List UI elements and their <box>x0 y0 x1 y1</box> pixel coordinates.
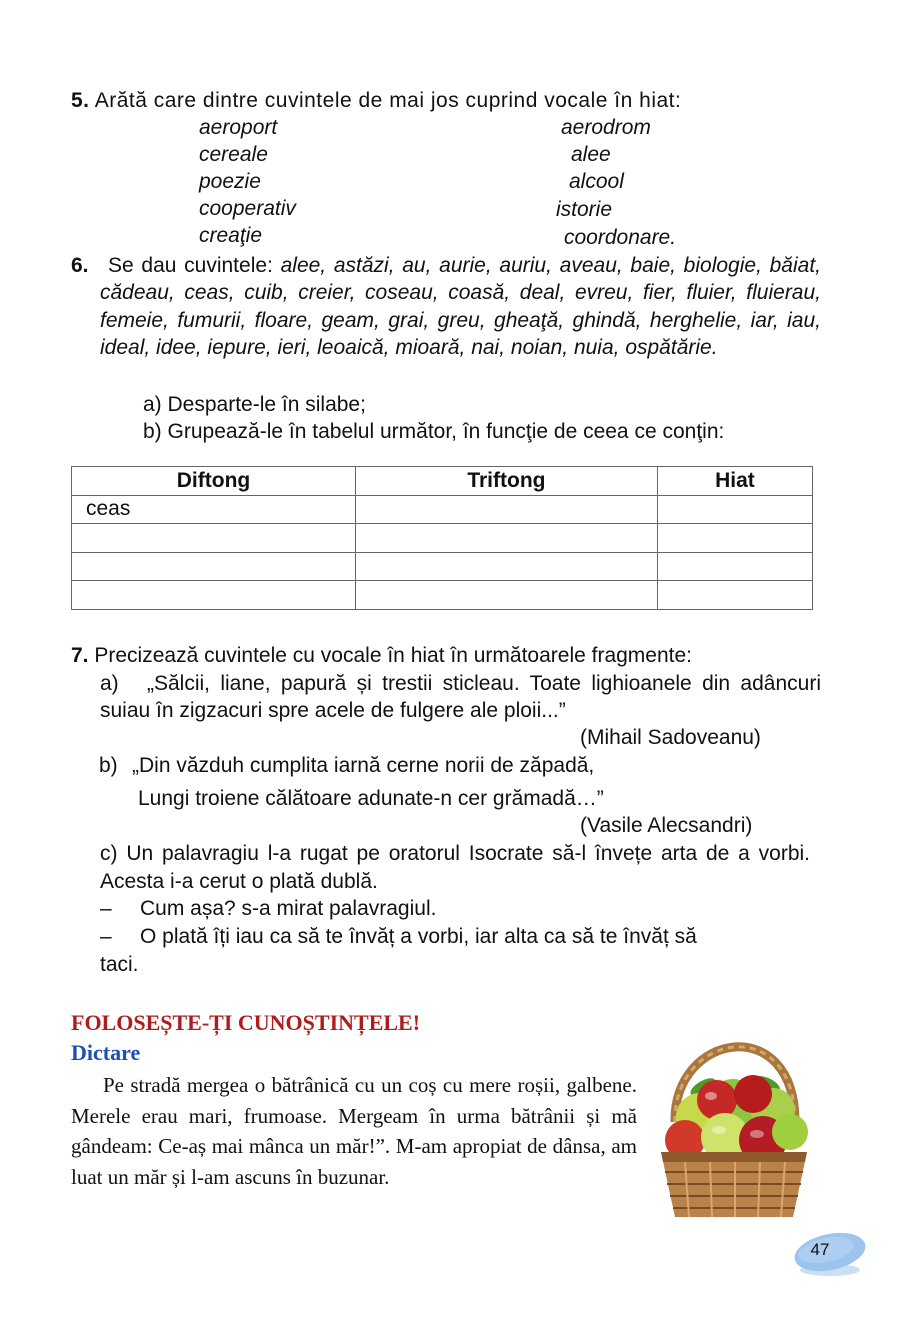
section-subtitle: Dictare <box>71 1040 141 1065</box>
syllable-table <box>71 466 813 610</box>
ex7-b-line2: Lungi troiene călătoare adunate-n cer grămadă…” <box>138 787 604 810</box>
dictation-text <box>71 1070 637 1192</box>
ex6-intro: Se dau cuvintele: <box>108 254 273 277</box>
ex5-heading <box>71 87 681 114</box>
table-cell <box>356 495 658 524</box>
table-cell <box>356 581 658 610</box>
ex7-c-dialog1: Cum așa? s-a mirat palavragiul. <box>140 897 437 920</box>
dictation-paragraph: Pe stradă mergea o bătrânică cu un coș cu mere roșii, galbene. Merele erau mari, frumoase. Mergeam în urma bătrânii și mă gândeam: Ce-aș mai mânca un măr!”. M-am apropiat de dânsa, am luat un măr și l-am ascuns în buzunar. <box>71 1073 637 1189</box>
ex7-b-line1: „Din văzduh cumplita iarnă cerne norii de zăpadă, <box>132 754 595 777</box>
ex7-a-label: a) <box>100 672 119 695</box>
ex7-prompt: Precizează cuvintele cu vocale în hiat în următoarele fragmente: <box>94 644 693 667</box>
ex5-word: cooperativ <box>199 197 296 220</box>
ex7-b-label: b) <box>99 754 118 777</box>
apple-basket-icon <box>655 1012 813 1224</box>
page-number-badge <box>790 1228 870 1278</box>
ex5-word: alcool <box>569 170 624 193</box>
table-cell <box>657 581 812 610</box>
table-row <box>72 495 813 524</box>
ex5-column-left <box>199 114 296 249</box>
ex7-b-author: (Vasile Alecsandri) <box>580 814 753 837</box>
ex7-c-dialog2-line2: taci. <box>100 953 139 976</box>
ex7-heading <box>71 642 692 669</box>
ex6-body <box>100 252 821 362</box>
ex5-number: 5. <box>71 89 90 112</box>
dialog-dash: – <box>100 897 112 920</box>
table-cell <box>657 552 812 581</box>
table-row <box>72 524 813 553</box>
ex6-task-b: b) Grupează-le în tabelul următor, în funcţie de ceea ce conţin: <box>143 420 725 443</box>
ex7-c-dialog2-line1: O plată îți iau ca să te învăț a vorbi, iar alta ca să te învăț să <box>140 925 697 948</box>
ex5-word: istorie <box>556 198 613 221</box>
ex7-a-text: „Sălcii, liane, papură și trestii sticleau. Toate lighioanele din adâncuri suiau în zigzacuri spre acele de fulgere ale ploii...” <box>100 672 821 722</box>
table-row <box>72 552 813 581</box>
dialog-dash: – <box>100 925 112 948</box>
ex6-number: 6. <box>71 254 89 277</box>
ex5-prompt: Arătă care dintre cuvintele de mai jos cuprind vocale în hiat: <box>94 89 682 112</box>
ex5-word: aeroport <box>199 116 278 139</box>
table-cell <box>72 524 356 553</box>
ex5-word: creaţie <box>199 224 263 247</box>
ex5-word: cereale <box>199 143 268 166</box>
ex6-words: alee, astăzi, au, aurie, auriu, aveau, baie, biologie, băiat, cădeau, ceas, cuib, creier, coseau, coasă, deal, evreu, fier, fluier, fluierau, femeie, fumurii, floare, geam, grai, greu, gheaţă, ghindă, herghelie, iar, iau, ideal, idee, iepure, ieri, leoaică, mioară, nai, noian, nuia, ospătărie. <box>100 254 821 360</box>
table-header-row <box>72 467 813 496</box>
ex7-a-author: (Mihail Sadoveanu) <box>580 726 761 749</box>
ex5-word: alee <box>571 143 611 166</box>
table-cell: ceas <box>72 495 356 524</box>
ex5-word: coordonare. <box>564 226 677 249</box>
ex6-task-a: a) Desparte-le în silabe; <box>143 393 366 416</box>
table-cell <box>657 524 812 553</box>
ex5-word: aerodrom <box>561 116 651 139</box>
ex5-word: poezie <box>199 170 261 193</box>
table-cell <box>356 552 658 581</box>
section-title: FOLOSEȘTE-ȚI CUNOȘTINȚELE! <box>71 1010 421 1035</box>
page-number: 47 <box>810 1240 830 1259</box>
ex7-number: 7. <box>71 644 89 667</box>
header-triftong: Triftong <box>356 467 658 496</box>
header-diftong: Diftong <box>72 467 356 496</box>
table-row <box>72 581 813 610</box>
table-cell <box>72 552 356 581</box>
table-cell <box>657 495 812 524</box>
table-cell <box>356 524 658 553</box>
table-cell <box>72 581 356 610</box>
header-hiat: Hiat <box>657 467 812 496</box>
ex7-c-text: c) Un palavragiu l-a rugat pe oratorul Isocrate să-l învețe arta de a vorbi. Acesta i-a cerut o plată dublă. <box>100 842 810 893</box>
